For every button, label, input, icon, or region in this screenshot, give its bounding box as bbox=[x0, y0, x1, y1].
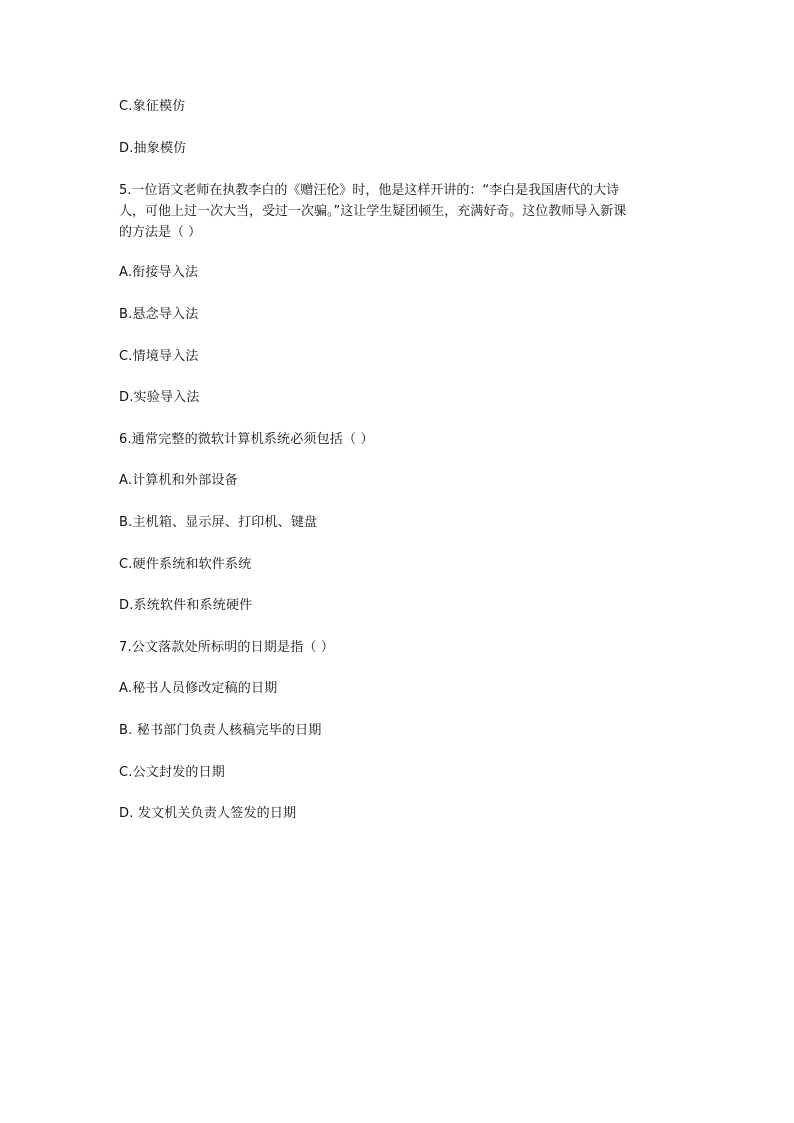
question-7: 7.公文落款处所标明的日期是指（ ） bbox=[119, 640, 335, 655]
question-5-line-2: 人，可他上过一次大当，受过一次骗。”这让学生疑团顿生，充满好奇。这位教师导入新课 bbox=[119, 204, 627, 219]
option-d-q7: D. 发文机关负责人签发的日期 bbox=[119, 806, 297, 821]
option-b-q6: B.主机箱、显示屏、打印机、键盘 bbox=[119, 515, 318, 530]
option-c-q4: C.象征模仿 bbox=[119, 99, 186, 114]
option-d-q6: D.系统软件和系统硬件 bbox=[119, 598, 253, 613]
option-d-q5: D.实验导入法 bbox=[119, 390, 200, 405]
option-d-q4: D.抽象模仿 bbox=[119, 141, 187, 156]
option-c-q7: C.公文封发的日期 bbox=[119, 765, 226, 780]
question-5-line-1: 5.一位语文老师在执教李白的《赠汪伦》时，他是这样开讲的：“李白是我国唐代的大诗 bbox=[119, 183, 620, 198]
option-c-q6: C.硬件系统和软件系统 bbox=[119, 557, 252, 572]
option-c-q5: C.情境导入法 bbox=[119, 349, 199, 364]
question-5 bbox=[119, 180, 679, 243]
option-a-q5: A.衔接导入法 bbox=[119, 265, 199, 280]
option-a-q7: A.秘书人员修改定稿的日期 bbox=[119, 681, 278, 696]
option-b-q5: B.悬念导入法 bbox=[119, 307, 199, 322]
question-6: 6.通常完整的微软计算机系统必须包括（ ） bbox=[119, 432, 374, 447]
option-a-q6: A.计算机和外部设备 bbox=[119, 473, 238, 488]
question-5-line-3: 的方法是（ ） bbox=[119, 225, 202, 240]
option-b-q7: B. 秘书部门负责人核稿完毕的日期 bbox=[119, 723, 322, 738]
